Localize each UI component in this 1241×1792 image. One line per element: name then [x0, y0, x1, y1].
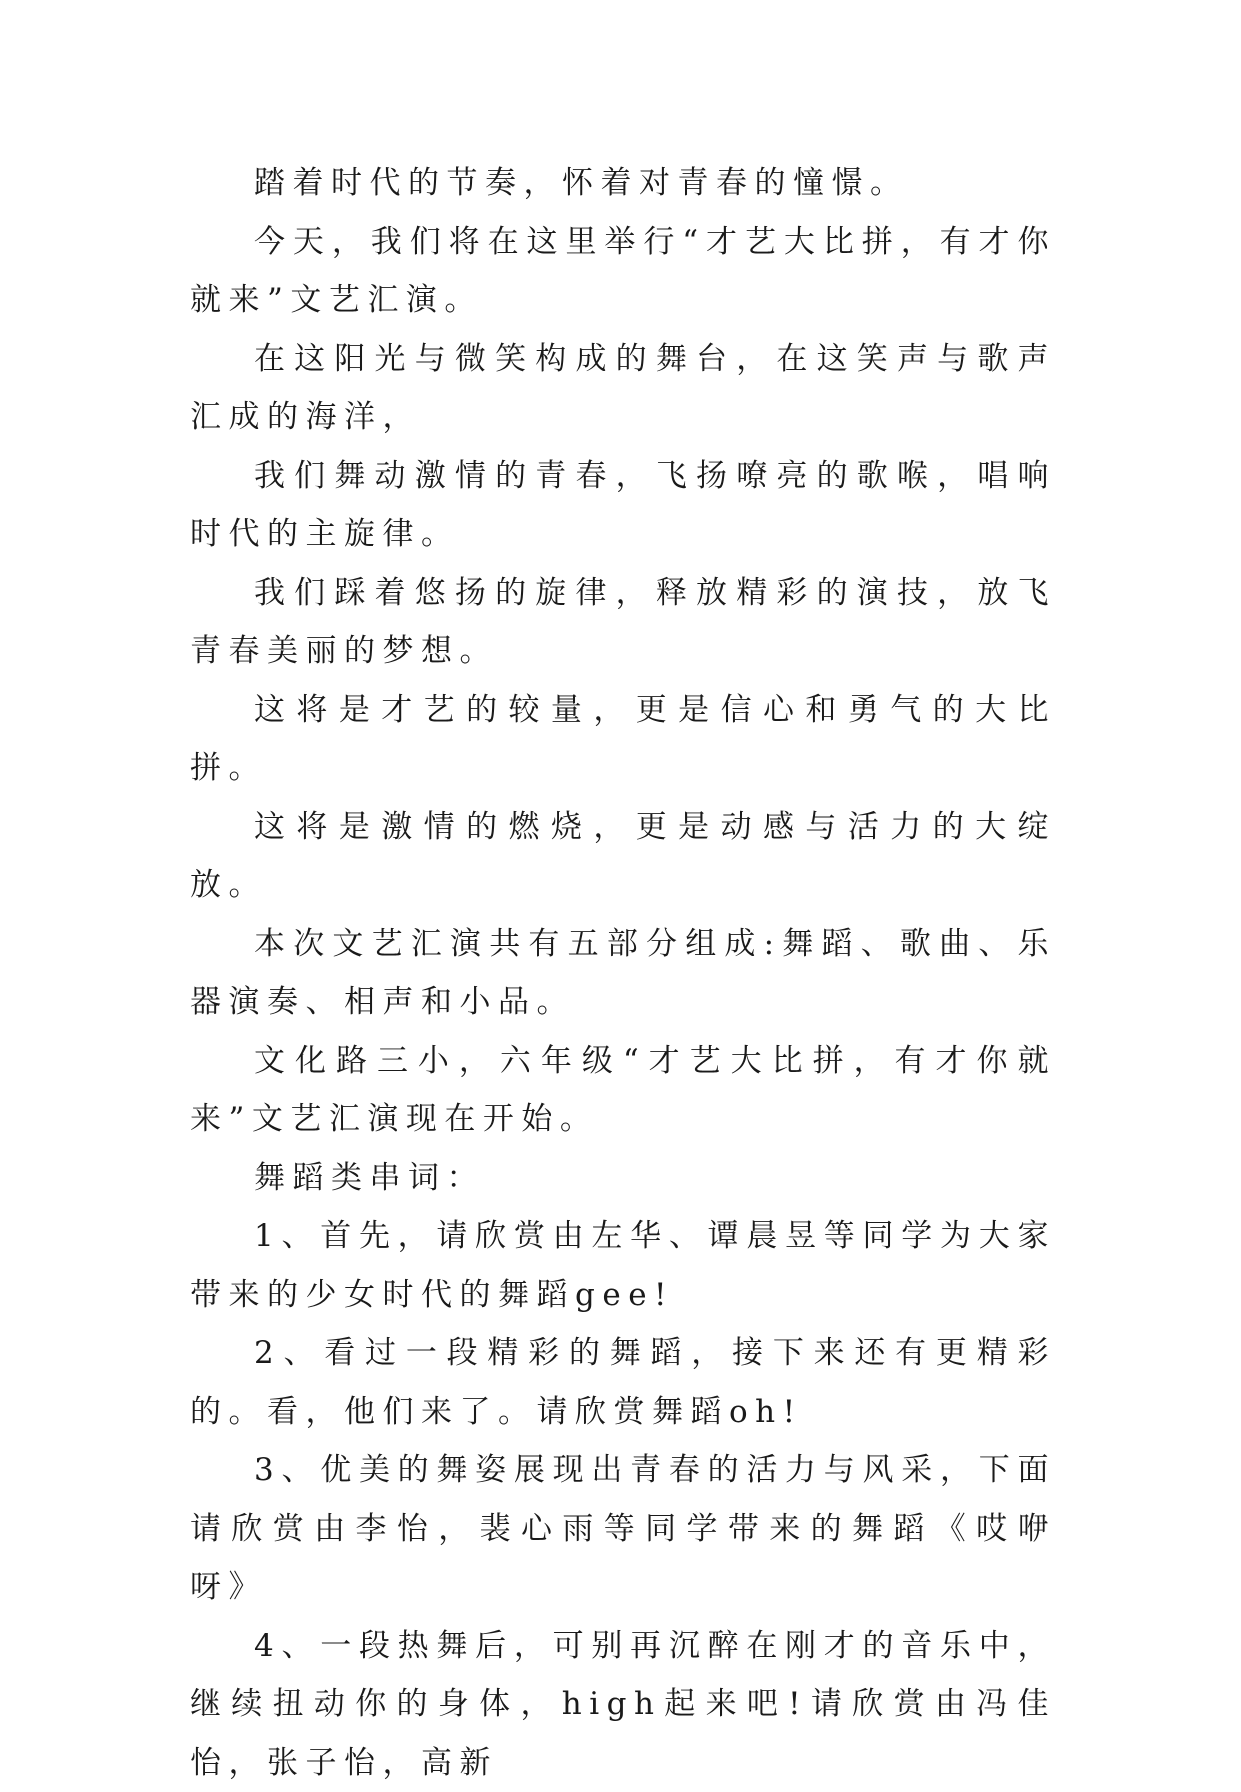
section-heading-dance: 舞蹈类串词： — [190, 1149, 1056, 1208]
dance-item-3: 3、优美的舞姿展现出青春的活力与风采，下面请欣赏由李怡，裴心雨等同学带来的舞蹈《哎咿呀》 — [190, 1441, 1056, 1617]
dance-item-2: 2、看过一段精彩的舞蹈，接下来还有更精彩的。看，他们来了。请欣赏舞蹈oh! — [190, 1324, 1056, 1441]
paragraph-7: 这将是激情的燃烧，更是动感与活力的大绽放。 — [190, 798, 1056, 915]
paragraph-5: 我们踩着悠扬的旋律，释放精彩的演技，放飞青春美丽的梦想。 — [190, 564, 1056, 681]
paragraph-1: 踏着时代的节奏，怀着对青春的憧憬。 — [190, 154, 1056, 213]
paragraph-2: 今天，我们将在这里举行“才艺大比拼，有才你就来”文艺汇演。 — [190, 213, 1056, 330]
paragraph-4: 我们舞动激情的青春，飞扬嘹亮的歌喉，唱响时代的主旋律。 — [190, 447, 1056, 564]
body-text — [190, 154, 1056, 1792]
paragraph-6: 这将是才艺的较量，更是信心和勇气的大比拼。 — [190, 681, 1056, 798]
dance-item-1: 1、首先，请欣赏由左华、谭晨昱等同学为大家带来的少女时代的舞蹈gee! — [190, 1207, 1056, 1324]
paragraph-9: 文化路三小，六年级“才艺大比拼，有才你就来”文艺汇演现在开始。 — [190, 1032, 1056, 1149]
paragraph-3: 在这阳光与微笑构成的舞台，在这笑声与歌声汇成的海洋， — [190, 330, 1056, 447]
paragraph-8: 本次文艺汇演共有五部分组成:舞蹈、歌曲、乐器演奏、相声和小品。 — [190, 915, 1056, 1032]
dance-item-4: 4、一段热舞后，可别再沉醉在刚才的音乐中，继续扭动你的身体，high起来吧!请欣赏由冯佳怡，张子怡，高新 — [190, 1617, 1056, 1792]
